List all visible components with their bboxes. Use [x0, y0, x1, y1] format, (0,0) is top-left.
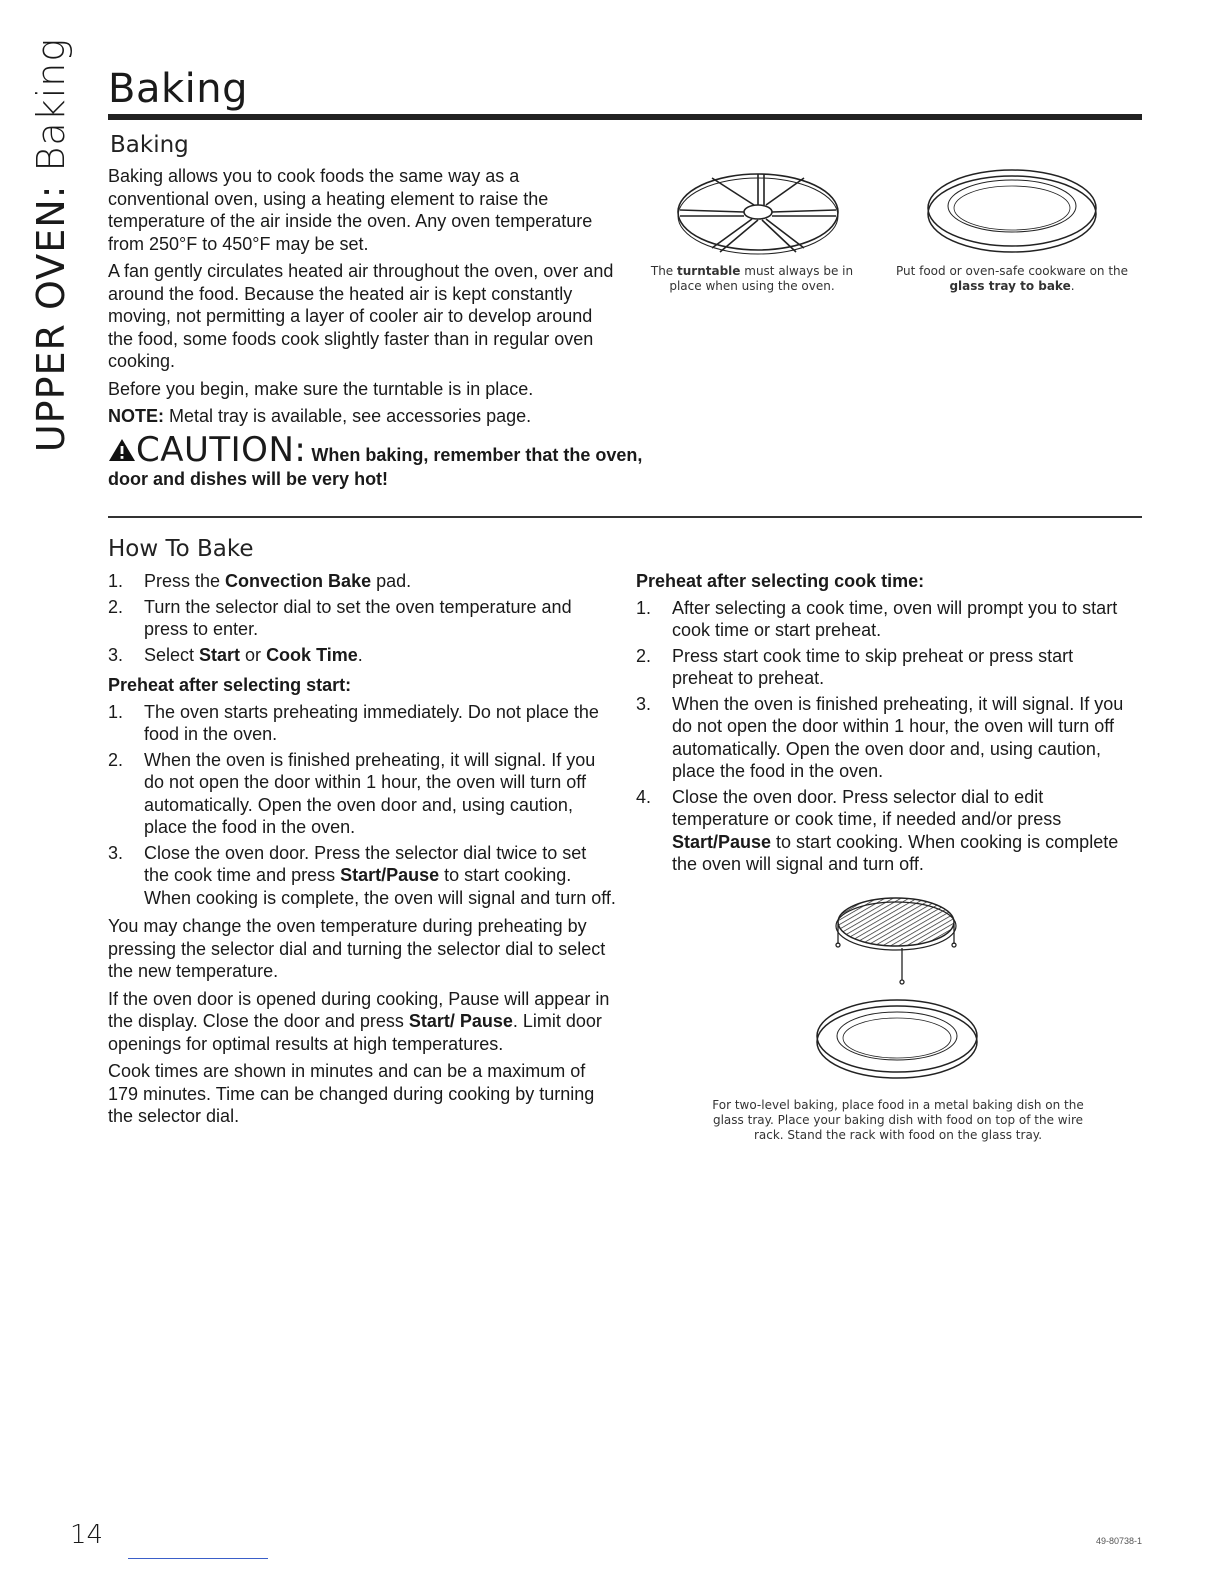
wire-rack-illustration	[830, 888, 962, 988]
step-bold-text: Start	[199, 644, 241, 665]
caption-text: The	[650, 264, 678, 278]
step-text: or	[240, 644, 267, 665]
list-item	[108, 749, 616, 839]
step-number: 3.	[108, 644, 124, 665]
step-bold-text: Convection Bake	[225, 571, 372, 591]
caution-text: When baking, remember that the oven, door and dishes will be very hot!	[108, 445, 643, 489]
caption-text: Put food or oven-safe cookware on the	[895, 264, 1129, 278]
preheat-start-list	[108, 701, 616, 910]
step-text: The oven starts preheating immediately. Do not place the food in the oven.	[144, 701, 599, 744]
step-bold-text: Start/Pause	[340, 865, 440, 885]
step-number: 2.	[108, 749, 124, 770]
door-open-paragraph	[108, 988, 616, 1056]
step-text: Close the oven door. Press selector dial to edit temperature or cook time, if needed and/or press	[672, 786, 1062, 829]
preheat-cook-time-heading: Preheat after selecting cook time:	[636, 571, 925, 591]
step-number: 3.	[108, 842, 124, 863]
lower-glass-tray-illustration	[814, 996, 980, 1084]
step-text: Close the oven door. Press the selector dial twice to set the cook time and press	[144, 842, 587, 885]
footer-link-line	[128, 1558, 268, 1559]
warning-triangle-icon	[108, 438, 136, 462]
cook-times-paragraph: Cook times are shown in minutes and can be a maximum of 179 minutes. Time can be changed during cooking by turning the selector dial.	[108, 1061, 595, 1126]
list-item	[108, 644, 616, 667]
step-text: When the oven is finished preheating, it will signal. If you do not open the door within 1 hour, the oven will turn off automatically. Open the oven door and, using caution, place the food in the oven.	[144, 749, 596, 837]
step-number: 1.	[636, 597, 652, 618]
step-text: to start cooking. When cooking is complete, the oven will signal and turn off.	[144, 865, 616, 908]
turntable-illustration	[672, 168, 844, 260]
side-tab-prefix: UPPER OVEN:	[29, 171, 74, 453]
step-text: Select	[144, 644, 200, 665]
caption-bold-text: turntable	[677, 264, 741, 278]
list-item	[108, 570, 616, 593]
step-text: Press start cook time to skip preheat or press start preheat to preheat.	[672, 645, 1074, 688]
side-section-tab	[16, 37, 86, 453]
step-text: Press the	[144, 571, 226, 591]
list-item	[636, 786, 1136, 876]
note-label: NOTE:	[108, 406, 164, 426]
title-rule	[108, 114, 1142, 120]
list-item	[636, 597, 1136, 642]
how-to-bake-right-column	[636, 570, 1136, 882]
paragraph-text: . Limit door openings for optimal results at high temperatures.	[108, 1011, 602, 1054]
caution-word: CAUTION:	[136, 430, 307, 470]
step-number: 1.	[108, 701, 124, 722]
caption-bold-text: glass tray to bake	[949, 279, 1071, 293]
two-level-caption: For two-level baking, place food in a metal baking dish on the glass tray. Place your baking dish with food on top of the wire rack. Stand the rack with food on the glass tray.	[712, 1098, 1084, 1142]
list-item	[108, 842, 616, 910]
step-text: Turn the selector dial to set the oven temperature and press to enter.	[144, 596, 572, 639]
note-paragraph	[108, 405, 620, 428]
step-text: pad.	[371, 571, 412, 591]
preheat-start-heading: Preheat after selecting start:	[108, 675, 352, 695]
turntable-caption	[634, 264, 870, 294]
list-item	[108, 596, 616, 641]
glass-tray-illustration	[924, 166, 1100, 256]
step-number: 1.	[108, 571, 124, 591]
step-text: .	[357, 644, 363, 665]
step-bold-text: Cook Time	[266, 644, 358, 665]
step-text: After selecting a cook time, oven will prompt you to start cook time or start preheat.	[672, 597, 1118, 640]
baking-paragraph: Before you begin, make sure the turntable is in place.	[108, 378, 534, 399]
step-bold-text: Start/Pause	[672, 831, 772, 852]
bake-steps-list	[108, 570, 616, 666]
glass-tray-caption	[884, 264, 1140, 294]
caption-text: must always be in place when using the oven.	[669, 264, 854, 293]
side-tab-section: Baking	[29, 37, 74, 172]
document-number: 49-80738-1	[1096, 1536, 1143, 1546]
step-text: When the oven is finished preheating, it will signal. If you do not open the door within 1 hour, the oven will turn off automatically. Open the oven door and, using caution, place the food in the oven.	[672, 693, 1124, 781]
step-text: to start cooking. When cooking is complete the oven will signal and turn off.	[672, 831, 1119, 874]
list-item	[636, 693, 1136, 783]
caution-block	[108, 430, 668, 491]
list-item	[108, 701, 616, 746]
page-number: 14	[70, 1520, 104, 1550]
step-number: 2.	[108, 596, 124, 617]
note-text: Metal tray is available, see accessories page.	[164, 406, 532, 426]
change-temp-paragraph: You may change the oven temperature during preheating by pressing the selector dial and turning the selector dial to select the new temperature.	[108, 916, 606, 981]
baking-heading: Baking	[110, 132, 189, 158]
how-to-bake-heading: How To Bake	[108, 536, 254, 562]
page-title: Baking	[108, 66, 248, 112]
baking-paragraph: A fan gently circulates heated air throughout the oven, over and around the food. Because the heated air is kept constantly moving, not permitting a layer of cooler air to develop around the food, some foods cook slightly faster than in regular oven cooking.	[108, 261, 614, 371]
baking-intro	[108, 165, 620, 433]
step-number: 2.	[636, 645, 652, 666]
preheat-cook-time-list	[636, 597, 1136, 876]
step-number: 4.	[636, 786, 652, 807]
how-to-bake-left-column	[108, 570, 616, 1128]
list-item	[636, 645, 1136, 690]
section-divider	[108, 516, 1142, 518]
caption-text: .	[1070, 279, 1075, 293]
baking-paragraph: Baking allows you to cook foods the same way as a conventional oven, using a heating element to raise the temperature of the air inside the oven. Any oven temperature from 250°F to 450°F may be set.	[108, 166, 593, 254]
paragraph-text: If the oven door is opened during cooking, Pause will appear in the display. Close the door and press	[108, 988, 610, 1031]
step-number: 3.	[636, 693, 652, 714]
paragraph-bold-text: Start/ Pause	[408, 1011, 513, 1031]
